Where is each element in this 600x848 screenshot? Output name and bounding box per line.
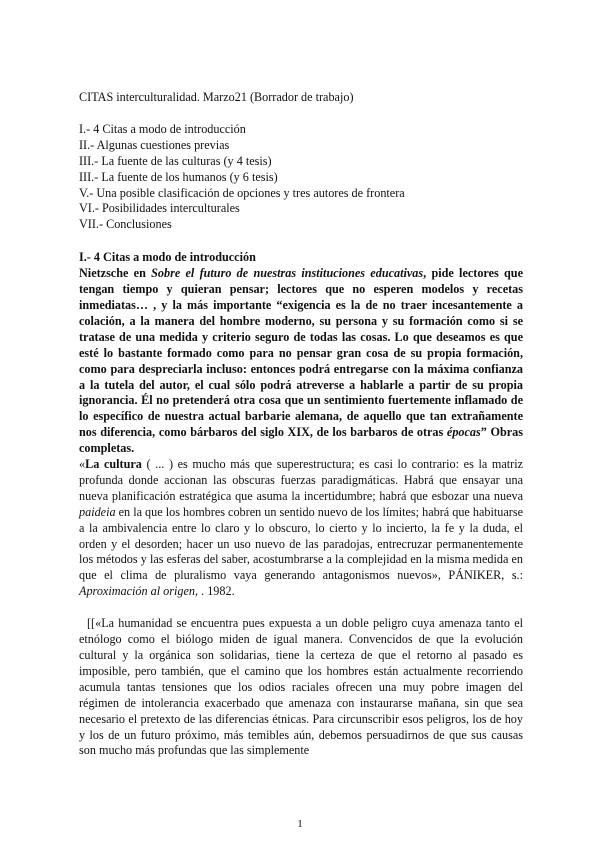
nietzsche-epocas: épocas (446, 425, 481, 440)
table-of-contents (79, 122, 523, 233)
toc-item: I.- 4 Citas a modo de introducción (79, 121, 246, 136)
nietzsche-text-2: , pide lectores que tengan tiempo y quieran pensar; lectores que no esperen modelos y recetas inmediatas… , y la más importante “exigencia es la de no traer incesantemente a colación, a la manera del hombre moderno, su persona y su formación como si se tratase de una medida y criterio seguro de todas las cosas. Lo que deseamos es que esté lo bastante formado como para no pensar gran cosa de su propia formación, como para despreciarla incluso: entonces podrá entregarse con la máxima confianza a la tutela del autor, el cual sólo podrá atreverse a hablarle a partir de su propia ignorancia. Él no pretenderá otra cosa que un sentimiento fuertemente inflamado de lo específico de nuestra actual barbarie alemana, de aquello que tan extrañamente nos diferencia, como bárbaros del siglo XIX, de los barbaros de otras (79, 266, 523, 440)
section-heading: I.- 4 Citas a modo de introducción (79, 250, 256, 265)
toc-item: III.- La fuente de los humanos (y 6 tesis) (79, 169, 278, 184)
panikker-paragraph (79, 457, 523, 600)
document-title: CITAS interculturalidad. Marzo21 (Borrador de trabajo) (79, 90, 354, 104)
toc-item: II.- Algunas cuestiones previas (79, 137, 230, 152)
panikker-work-title: Aproximación al origen, (79, 584, 199, 599)
panikker-text-1: ( ... ) es mucho más que superestructura; es casi lo contrario: es la matriz profunda donde accionan las obscuras fuerzas paradigmáticas. Habrá que ensayar una nueva planificación estratégica que asuma la incertidumbre; habrá que esbozar una nueva (79, 457, 523, 503)
toc-item: V.- Una posible clasificación de opciones y tres autores de frontera (79, 185, 405, 200)
toc-item: III.- La fuente de las culturas (y 4 tesis) (79, 153, 272, 168)
levistrauss-quote: [[«La humanidad se encuentra pues expuesta a un doble peligro cuya amenaza tanto el etnólogo como el biólogo miden de igual manera. Convencidos de que la evolución cultural y la orgánica son solidarias, tiene la certeza de que el retorno al pasado es imposible, pero también, que el camino que los hombres están actualmente recorriendo acumula tantas tensiones que los odios raciales ofrecen una muy pobre imagen del régimen de intolerancia exacerbado que amenaza con instaurarse mañana, sin que sea necesario el pretexto de las diferencias étnicas. Para circunscribir esos peligros, los de hoy y los de un futuro próximo, más temibles aún, debemos persuadirnos de que sus causas son mucho más profundas que las simplemente (79, 616, 523, 758)
page-number: 1 (297, 818, 303, 830)
panikker-paideia: paideia (79, 504, 116, 519)
nietzsche-paragraph (79, 266, 523, 457)
toc-item: VII.- Conclusiones (79, 217, 172, 232)
panikker-year: . 1982. (198, 584, 235, 599)
nietzsche-text-3: ” Obras completas. (79, 425, 523, 456)
panikker-text-2: en la que los hombres cobren un sentido nuevo de los límites; habrá que habituarse a la ambivalencia entre lo claro y lo obscuro, lo cierto y lo incierto, la fe y la duda, el orden y el desorden; hacer un uso nuevo de las paradojas, entrecruzar permanentemente los métodos y las esferas del saber, acostumbrarse a la complejidad en la misma medida en que el clima de pluralismo vaya generando antagonismos nuevos», PÁNIKER, s.: (79, 504, 523, 583)
document-body (79, 90, 523, 759)
nietzsche-text-1: Nietzsche en (79, 266, 152, 281)
panikker-open-quote: « (79, 457, 86, 472)
nietzsche-book-title: Sobre el futuro de nuestras instituciones educativas (151, 266, 424, 281)
toc-item: VI.- Posibilidades interculturales (79, 201, 240, 216)
panikker-lead: La cultura (85, 457, 142, 472)
